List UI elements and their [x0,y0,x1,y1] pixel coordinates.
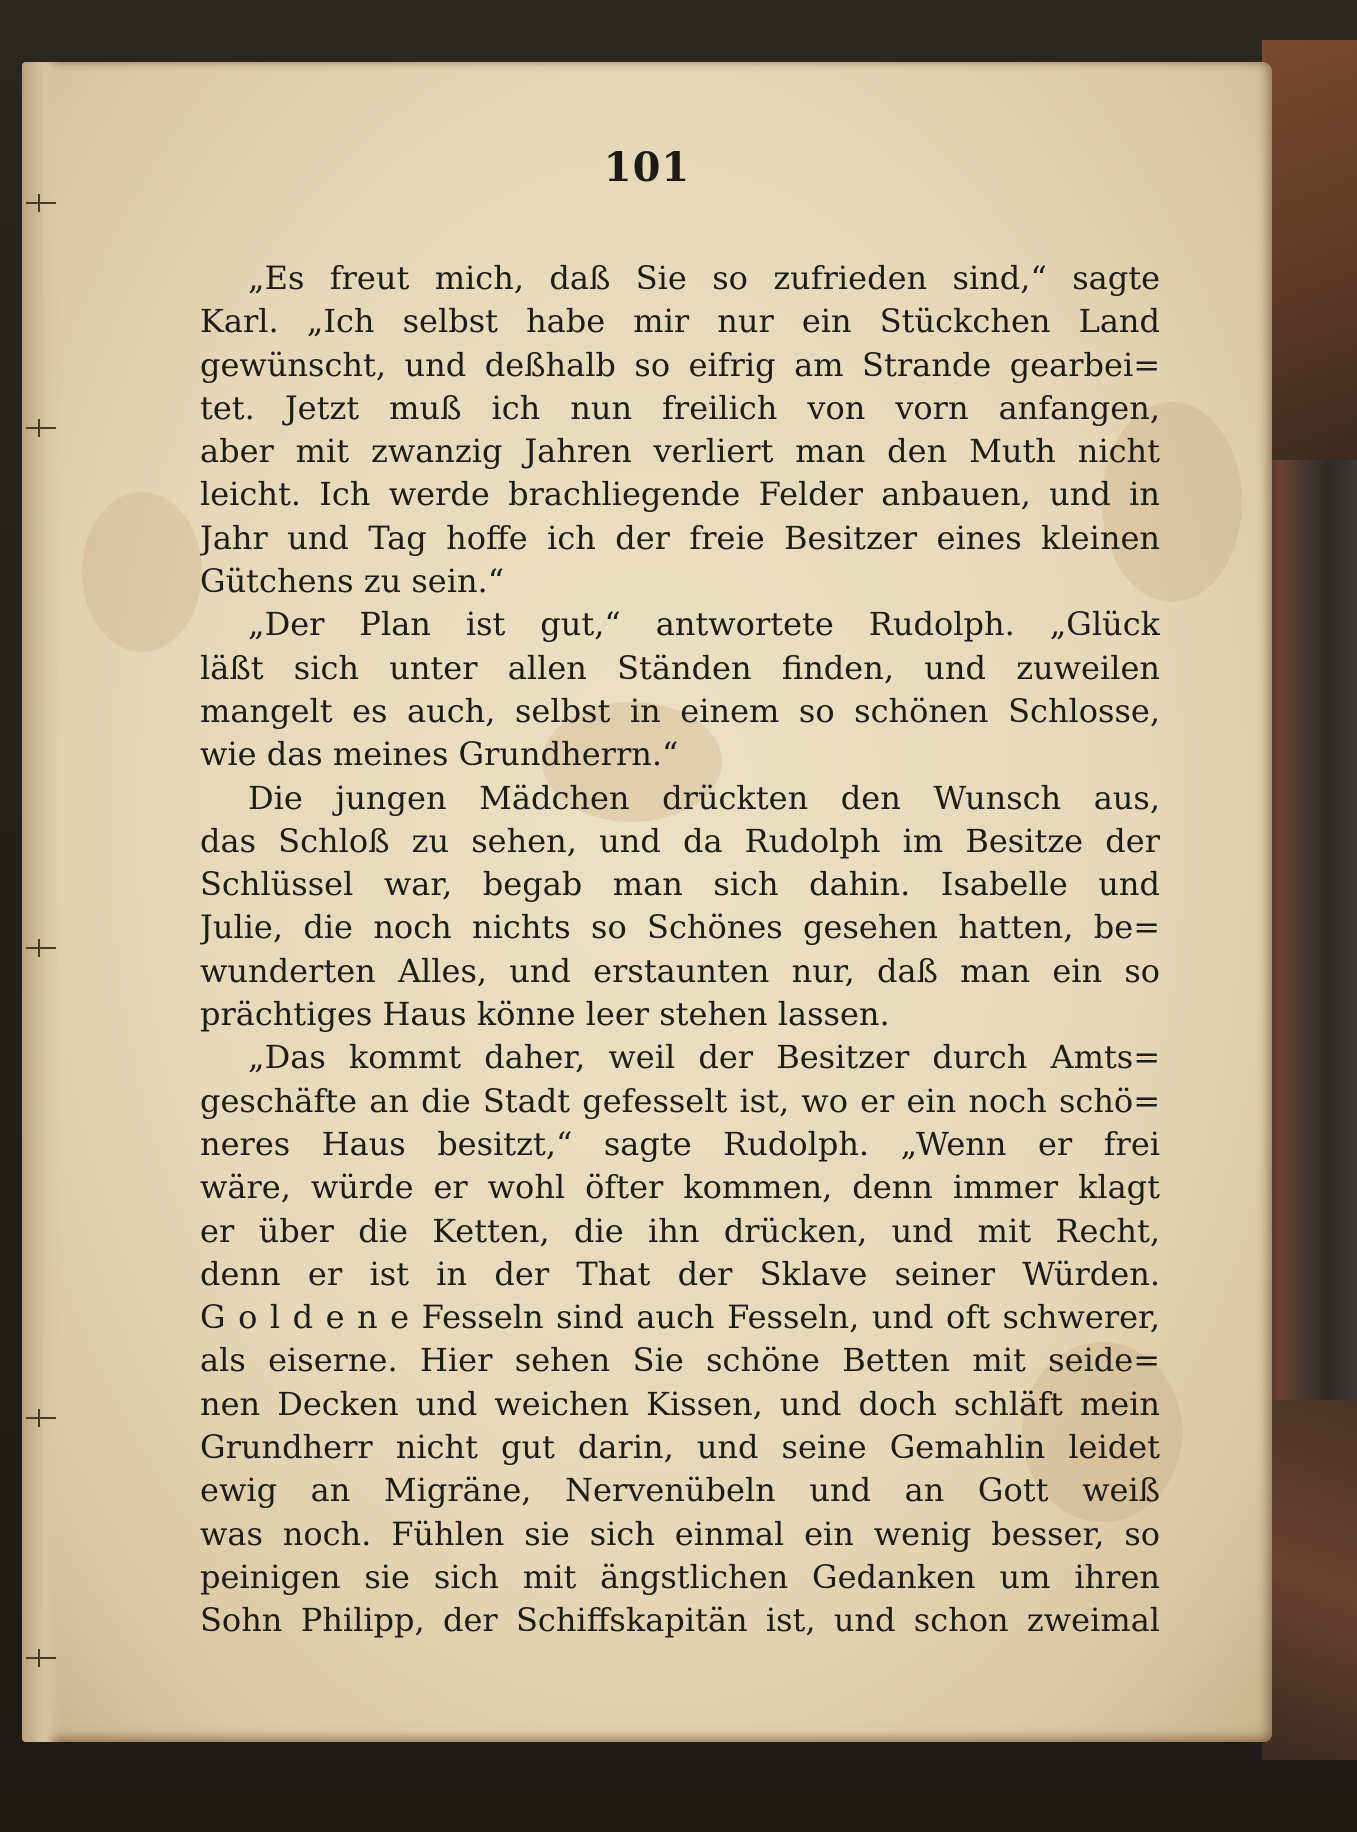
paper-stain [82,492,202,652]
text-line: aber mit zwanzig Jahren verliert man den Muth nicht [200,432,1160,471]
text-line: Sohn Philipp, der Schiffskapitän ist, und schon zweimal [200,1601,1160,1640]
binding-stitch [26,202,56,204]
text-line: prächtiges Haus könne leer stehen lassen. [200,995,890,1034]
text-line: mangelt es auch, selbst in einem so schönen Schlosse, [200,691,1160,730]
text-line: Schlüssel war, begab man sich dahin. Isabelle und [200,865,1160,904]
text-line: läßt sich unter allen Ständen finden, und zuweilen [200,648,1160,687]
text-line: Gütchens zu sein.“ [200,562,505,601]
text-line: peinigen sie sich mit ängstlichen Gedanken um ihren [200,1557,1160,1596]
text-line: denn er ist in der That der Sklave seiner Würden. [200,1254,1160,1293]
text-line: als eiserne. Hier sehen Sie schöne Betten mit seide= [200,1341,1160,1380]
binding-gutter [22,62,60,1742]
text-line: leicht. Ich werde brachliegende Felder anbauen, und in [200,475,1160,514]
text-line: „Der Plan ist gut,“ antwortete Rudolph. „Glück [248,605,1160,644]
leather-corner-bottom [1262,1400,1357,1760]
text-line: Die jungen Mädchen drückten den Wunsch aus, [248,778,1160,817]
book-page [22,62,1272,1742]
leather-corner-top [1262,40,1357,460]
text-line: „Es freut mich, daß Sie so zufrieden sind,“ sagte [248,259,1160,297]
text-line: „Das kommt daher, weil der Besitzer durch Amts= [248,1038,1160,1077]
text-line: gewünscht, und deßhalb so eifrig am Strande gearbei= [200,345,1160,384]
text-line: Julie, die noch nichts so Schönes gesehen hatten, be= [200,908,1160,947]
text-line: ewig an Migräne, Nervenübeln und an Gott weiß [200,1471,1160,1510]
text-line: geschäfte an die Stadt gefesselt ist, wo er ein noch schö= [200,1081,1160,1120]
page-number: 101 [603,144,691,191]
text-line: wäre, würde er wohl öfter kommen, denn immer klagt [200,1168,1160,1207]
binding-stitch [26,1417,56,1419]
text-line: tet. Jetzt muß ich nun freilich von vorn anfangen, [200,388,1160,427]
text-line: Jahr und Tag hoffe ich der freie Besitzer eines kleinen [200,518,1160,557]
book-cover-edge [1262,40,1357,1760]
text-line: G o l d e n e Fesseln sind auch Fesseln, und oft schwerer, [200,1298,1160,1337]
text-line: Grundherr nicht gut darin, und seine Gemahlin leidet [200,1428,1160,1467]
text-line: wie das meines Grundherrn.“ [200,735,679,774]
text-line: was noch. Fühlen sie sich einmal ein wenig besser, so [200,1514,1160,1553]
binding-stitch [26,1657,56,1659]
text-line: neres Haus besitzt,“ sagte Rudolph. „Wenn er frei [200,1124,1160,1163]
text-line: er über die Ketten, die ihn drücken, und mit Recht, [200,1211,1160,1250]
text-line: Karl. „Ich selbst habe mir nur ein Stückchen Land [200,302,1160,341]
text-line: das Schloß zu sehen, und da Rudolph im Besitze der [200,821,1160,860]
text-line: wunderten Alles, und erstaunten nur, daß man ein so [200,951,1160,990]
body-text [200,257,1160,1643]
binding-stitch [26,947,56,949]
text-line: nen Decken und weichen Kissen, und doch schläft mein [200,1384,1160,1423]
binding-stitch [26,427,56,429]
